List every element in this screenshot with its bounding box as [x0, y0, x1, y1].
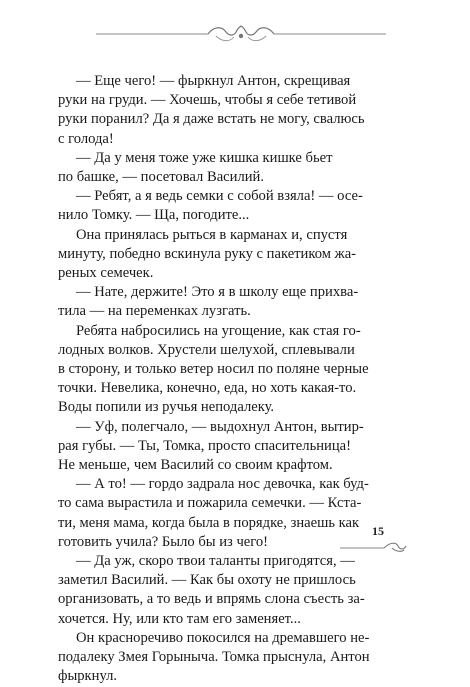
text-line: — Да у меня тоже уже кишка кишке бьет — [76, 149, 333, 166]
text-line: — Еще чего! — фыркнул Антон, скрещивая — [76, 73, 351, 89]
text-line: Она принялась рыться в карманах и, спустя — [76, 226, 348, 243]
text-line: подалеку Змея Горыныча. Томка прыснула, Антон — [58, 649, 370, 666]
text-line: Воды попили из ручья неподалеку. — [58, 399, 275, 416]
text-line: реных семечек. — [58, 265, 154, 282]
text-line: в сторону, и только ветер носил по поляне черные — [58, 361, 369, 378]
bottom-ornament-flourish — [340, 538, 410, 554]
text-line: руки на груди. — Хочешь, чтобы я себе тетивой — [58, 92, 357, 109]
text-line: Не меньше, чем Василий со своим крафтом. — [58, 457, 333, 474]
paragraph — [58, 552, 412, 629]
text-line: готовить учила? Было бы из чего! — [58, 533, 269, 550]
text-line: хочется. Ну, или кто там его заменяет... — [58, 610, 301, 627]
text-line: заметил Василий. — Как бы охоту не пришлось — [58, 572, 356, 589]
text-line: лодных волков. Хрустели шелухой, сплевывали — [58, 341, 355, 358]
text-line: минуту, победно вскинула руку с пакетиком жа- — [58, 245, 357, 262]
paragraph — [58, 226, 412, 284]
text-line: нило Томку. — Ща, погодите... — [58, 207, 250, 224]
text-line: руки поранил? Да я даже встать не могу, свалюсь — [58, 111, 365, 128]
page-number: 15 — [372, 524, 384, 538]
paragraph — [58, 72, 412, 149]
paragraph — [58, 629, 412, 687]
body-text — [58, 72, 412, 687]
text-line: — Да уж, скоро твои таланты пригодятся, — — [76, 553, 355, 570]
text-line: — Ребят, а я ведь семки с собой взяла! — осе- — [76, 188, 363, 205]
text-line: — А то! — гордо задрала нос девочка, как буд- — [76, 476, 369, 493]
text-line: организовать, а то ведь и впрямь слона съесть за- — [58, 591, 365, 608]
paragraph — [58, 149, 412, 187]
text-line: то сама вырастила и пожарила семечки. — Кста- — [58, 495, 362, 512]
text-line: — Уф, полегчало, — выдохнул Антон, вытир- — [76, 418, 364, 435]
text-line: рая губы. — Ты, Томка, просто спасительница! — [58, 437, 351, 454]
text-line: Ребята набросились на угощение, как стая го- — [76, 322, 361, 339]
text-line: по башке, — посетовал Василий. — [58, 169, 265, 186]
paragraph — [58, 283, 412, 321]
text-line: фыркнул. — [58, 668, 118, 685]
text-line: точки. Невелика, конечно, еда, но хоть какая-то. — [58, 380, 357, 397]
paragraph — [58, 418, 412, 476]
text-line: ти, меня мама, когда была в порядке, знаешь как — [58, 514, 360, 531]
top-ornament-divider — [96, 22, 386, 46]
paragraph — [58, 322, 412, 418]
text-line: тила — на переменках лузгать. — [58, 303, 251, 320]
text-line: Он красноречиво покосился на дремавшего не- — [76, 629, 370, 646]
text-line: — Нате, держите! Это я в школу еще прихва- — [76, 284, 359, 301]
paragraph — [58, 187, 412, 225]
text-line: с голода! — [58, 130, 114, 147]
